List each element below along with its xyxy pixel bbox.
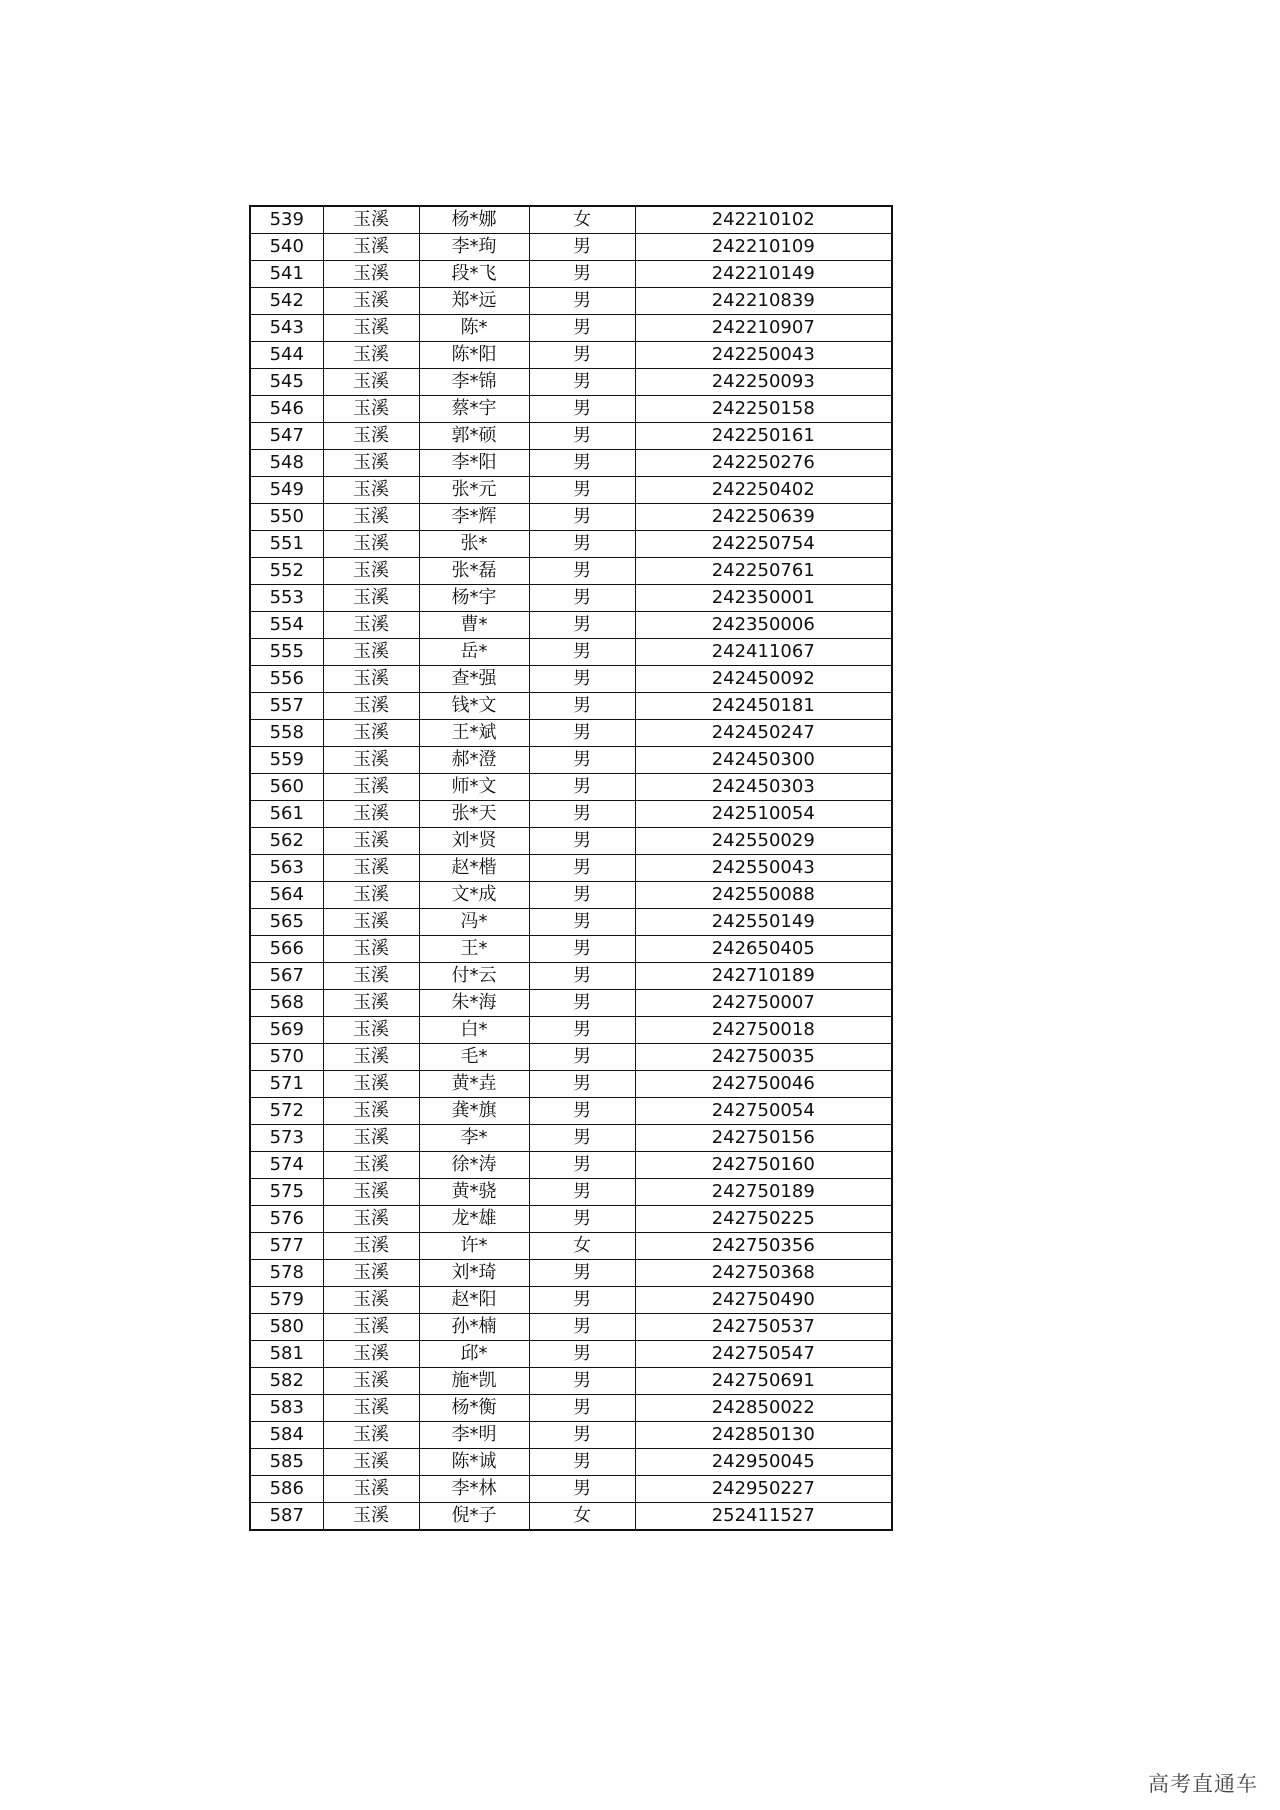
cell-exam-id: 242210149 bbox=[635, 261, 892, 288]
cell-number: 566 bbox=[250, 936, 323, 963]
cell-city: 玉溪 bbox=[323, 261, 419, 288]
cell-gender: 男 bbox=[529, 315, 635, 342]
cell-exam-id: 242450181 bbox=[635, 693, 892, 720]
cell-name: 李*林 bbox=[419, 1476, 529, 1503]
cell-gender: 男 bbox=[529, 1260, 635, 1287]
cell-number: 581 bbox=[250, 1341, 323, 1368]
cell-gender: 女 bbox=[529, 1233, 635, 1260]
cell-number: 585 bbox=[250, 1449, 323, 1476]
cell-gender: 女 bbox=[529, 1503, 635, 1531]
cell-city: 玉溪 bbox=[323, 666, 419, 693]
cell-exam-id: 242210109 bbox=[635, 234, 892, 261]
cell-gender: 男 bbox=[529, 1341, 635, 1368]
cell-number: 580 bbox=[250, 1314, 323, 1341]
cell-city: 玉溪 bbox=[323, 936, 419, 963]
cell-city: 玉溪 bbox=[323, 774, 419, 801]
cell-exam-id: 242350006 bbox=[635, 612, 892, 639]
table-row bbox=[250, 747, 892, 774]
cell-gender: 男 bbox=[529, 720, 635, 747]
cell-gender: 男 bbox=[529, 261, 635, 288]
cell-exam-id: 242550029 bbox=[635, 828, 892, 855]
cell-city: 玉溪 bbox=[323, 855, 419, 882]
cell-gender: 男 bbox=[529, 234, 635, 261]
table-row bbox=[250, 1287, 892, 1314]
table-row bbox=[250, 1314, 892, 1341]
cell-city: 玉溪 bbox=[323, 1044, 419, 1071]
cell-city: 玉溪 bbox=[323, 531, 419, 558]
cell-gender: 男 bbox=[529, 801, 635, 828]
cell-gender: 男 bbox=[529, 1179, 635, 1206]
cell-city: 玉溪 bbox=[323, 206, 419, 234]
cell-city: 玉溪 bbox=[323, 639, 419, 666]
cell-city: 玉溪 bbox=[323, 234, 419, 261]
cell-name: 曹* bbox=[419, 612, 529, 639]
cell-name: 李*阳 bbox=[419, 450, 529, 477]
cell-exam-id: 242750018 bbox=[635, 1017, 892, 1044]
table-row bbox=[250, 693, 892, 720]
table-row bbox=[250, 1044, 892, 1071]
cell-number: 546 bbox=[250, 396, 323, 423]
cell-gender: 男 bbox=[529, 1476, 635, 1503]
cell-exam-id: 242350001 bbox=[635, 585, 892, 612]
cell-gender: 男 bbox=[529, 369, 635, 396]
cell-name: 邱* bbox=[419, 1341, 529, 1368]
cell-gender: 男 bbox=[529, 936, 635, 963]
cell-name: 孙*楠 bbox=[419, 1314, 529, 1341]
table-row bbox=[250, 1341, 892, 1368]
cell-exam-id: 242750035 bbox=[635, 1044, 892, 1071]
cell-exam-id: 242250276 bbox=[635, 450, 892, 477]
cell-number: 541 bbox=[250, 261, 323, 288]
cell-name: 施*凯 bbox=[419, 1368, 529, 1395]
cell-exam-id: 242550149 bbox=[635, 909, 892, 936]
cell-exam-id: 242510054 bbox=[635, 801, 892, 828]
cell-number: 544 bbox=[250, 342, 323, 369]
table-row bbox=[250, 315, 892, 342]
cell-city: 玉溪 bbox=[323, 828, 419, 855]
cell-name: 李*明 bbox=[419, 1422, 529, 1449]
table-row bbox=[250, 558, 892, 585]
cell-number: 586 bbox=[250, 1476, 323, 1503]
cell-exam-id: 242210907 bbox=[635, 315, 892, 342]
cell-number: 587 bbox=[250, 1503, 323, 1531]
cell-number: 560 bbox=[250, 774, 323, 801]
table-row bbox=[250, 288, 892, 315]
cell-number: 552 bbox=[250, 558, 323, 585]
cell-gender: 男 bbox=[529, 1071, 635, 1098]
table-row bbox=[250, 423, 892, 450]
cell-number: 543 bbox=[250, 315, 323, 342]
cell-gender: 男 bbox=[529, 1395, 635, 1422]
cell-exam-id: 242750691 bbox=[635, 1368, 892, 1395]
cell-name: 付*云 bbox=[419, 963, 529, 990]
cell-number: 574 bbox=[250, 1152, 323, 1179]
cell-name: 钱*文 bbox=[419, 693, 529, 720]
cell-city: 玉溪 bbox=[323, 747, 419, 774]
cell-name: 刘*贤 bbox=[419, 828, 529, 855]
cell-name: 朱*海 bbox=[419, 990, 529, 1017]
cell-number: 559 bbox=[250, 747, 323, 774]
cell-exam-id: 242411067 bbox=[635, 639, 892, 666]
cell-name: 杨*宇 bbox=[419, 585, 529, 612]
cell-gender: 男 bbox=[529, 693, 635, 720]
cell-exam-id: 242210102 bbox=[635, 206, 892, 234]
cell-exam-id: 242450092 bbox=[635, 666, 892, 693]
table-row bbox=[250, 828, 892, 855]
cell-gender: 男 bbox=[529, 423, 635, 450]
cell-exam-id: 242250639 bbox=[635, 504, 892, 531]
cell-name: 段*飞 bbox=[419, 261, 529, 288]
cell-city: 玉溪 bbox=[323, 315, 419, 342]
cell-number: 539 bbox=[250, 206, 323, 234]
cell-number: 565 bbox=[250, 909, 323, 936]
cell-city: 玉溪 bbox=[323, 1152, 419, 1179]
cell-exam-id: 242450247 bbox=[635, 720, 892, 747]
cell-gender: 男 bbox=[529, 585, 635, 612]
table-row bbox=[250, 1017, 892, 1044]
cell-city: 玉溪 bbox=[323, 1233, 419, 1260]
cell-exam-id: 252411527 bbox=[635, 1503, 892, 1531]
cell-number: 568 bbox=[250, 990, 323, 1017]
table-row bbox=[250, 477, 892, 504]
cell-name: 李*珣 bbox=[419, 234, 529, 261]
cell-number: 540 bbox=[250, 234, 323, 261]
cell-name: 查*强 bbox=[419, 666, 529, 693]
table-row bbox=[250, 936, 892, 963]
cell-city: 玉溪 bbox=[323, 693, 419, 720]
cell-city: 玉溪 bbox=[323, 1341, 419, 1368]
cell-name: 毛* bbox=[419, 1044, 529, 1071]
cell-number: 567 bbox=[250, 963, 323, 990]
cell-city: 玉溪 bbox=[323, 1125, 419, 1152]
table-row bbox=[250, 504, 892, 531]
cell-gender: 男 bbox=[529, 531, 635, 558]
cell-city: 玉溪 bbox=[323, 342, 419, 369]
table-row bbox=[250, 369, 892, 396]
cell-exam-id: 242450303 bbox=[635, 774, 892, 801]
table-row bbox=[250, 585, 892, 612]
cell-city: 玉溪 bbox=[323, 1098, 419, 1125]
cell-number: 555 bbox=[250, 639, 323, 666]
cell-exam-id: 242950227 bbox=[635, 1476, 892, 1503]
cell-exam-id: 242450300 bbox=[635, 747, 892, 774]
cell-name: 陈* bbox=[419, 315, 529, 342]
cell-gender: 男 bbox=[529, 1449, 635, 1476]
cell-city: 玉溪 bbox=[323, 1314, 419, 1341]
cell-city: 玉溪 bbox=[323, 1422, 419, 1449]
cell-gender: 男 bbox=[529, 504, 635, 531]
cell-number: 571 bbox=[250, 1071, 323, 1098]
cell-number: 563 bbox=[250, 855, 323, 882]
cell-name: 黄*骁 bbox=[419, 1179, 529, 1206]
cell-name: 文*成 bbox=[419, 882, 529, 909]
table-row bbox=[250, 342, 892, 369]
table-row bbox=[250, 990, 892, 1017]
cell-number: 572 bbox=[250, 1098, 323, 1125]
table-row bbox=[250, 1071, 892, 1098]
cell-name: 赵*阳 bbox=[419, 1287, 529, 1314]
table-row bbox=[250, 1206, 892, 1233]
cell-city: 玉溪 bbox=[323, 585, 419, 612]
cell-name: 龚*旗 bbox=[419, 1098, 529, 1125]
cell-name: 杨*衡 bbox=[419, 1395, 529, 1422]
cell-gender: 男 bbox=[529, 1368, 635, 1395]
cell-name: 师*文 bbox=[419, 774, 529, 801]
cell-number: 569 bbox=[250, 1017, 323, 1044]
cell-gender: 男 bbox=[529, 342, 635, 369]
table-row bbox=[250, 612, 892, 639]
cell-gender: 男 bbox=[529, 990, 635, 1017]
cell-gender: 男 bbox=[529, 909, 635, 936]
cell-gender: 男 bbox=[529, 828, 635, 855]
cell-city: 玉溪 bbox=[323, 1476, 419, 1503]
cell-number: 576 bbox=[250, 1206, 323, 1233]
cell-number: 562 bbox=[250, 828, 323, 855]
cell-exam-id: 242950045 bbox=[635, 1449, 892, 1476]
cell-exam-id: 242750007 bbox=[635, 990, 892, 1017]
cell-number: 551 bbox=[250, 531, 323, 558]
table-row bbox=[250, 666, 892, 693]
cell-exam-id: 242750189 bbox=[635, 1179, 892, 1206]
cell-exam-id: 242250161 bbox=[635, 423, 892, 450]
cell-name: 蔡*宇 bbox=[419, 396, 529, 423]
cell-gender: 男 bbox=[529, 639, 635, 666]
cell-gender: 男 bbox=[529, 774, 635, 801]
cell-number: 584 bbox=[250, 1422, 323, 1449]
table-row bbox=[250, 1449, 892, 1476]
cell-name: 李*锦 bbox=[419, 369, 529, 396]
cell-city: 玉溪 bbox=[323, 477, 419, 504]
cell-name: 白* bbox=[419, 1017, 529, 1044]
roster-table bbox=[249, 205, 893, 1531]
cell-exam-id: 242550043 bbox=[635, 855, 892, 882]
cell-name: 郑*远 bbox=[419, 288, 529, 315]
cell-city: 玉溪 bbox=[323, 288, 419, 315]
cell-number: 548 bbox=[250, 450, 323, 477]
cell-number: 561 bbox=[250, 801, 323, 828]
cell-number: 554 bbox=[250, 612, 323, 639]
table-row bbox=[250, 1098, 892, 1125]
cell-exam-id: 242750054 bbox=[635, 1098, 892, 1125]
cell-city: 玉溪 bbox=[323, 369, 419, 396]
cell-city: 玉溪 bbox=[323, 396, 419, 423]
cell-name: 张*元 bbox=[419, 477, 529, 504]
cell-exam-id: 242750490 bbox=[635, 1287, 892, 1314]
cell-city: 玉溪 bbox=[323, 963, 419, 990]
table-row bbox=[250, 1503, 892, 1531]
table-row bbox=[250, 234, 892, 261]
cell-city: 玉溪 bbox=[323, 612, 419, 639]
cell-city: 玉溪 bbox=[323, 1503, 419, 1531]
cell-number: 570 bbox=[250, 1044, 323, 1071]
roster-table-body bbox=[250, 206, 892, 1530]
cell-name: 许* bbox=[419, 1233, 529, 1260]
watermark-text: 高考直通车 bbox=[1148, 1772, 1258, 1796]
cell-exam-id: 242710189 bbox=[635, 963, 892, 990]
cell-name: 刘*琦 bbox=[419, 1260, 529, 1287]
cell-gender: 男 bbox=[529, 450, 635, 477]
cell-exam-id: 242850022 bbox=[635, 1395, 892, 1422]
cell-exam-id: 242550088 bbox=[635, 882, 892, 909]
cell-gender: 男 bbox=[529, 855, 635, 882]
cell-gender: 男 bbox=[529, 477, 635, 504]
cell-exam-id: 242250402 bbox=[635, 477, 892, 504]
cell-city: 玉溪 bbox=[323, 1179, 419, 1206]
cell-number: 547 bbox=[250, 423, 323, 450]
cell-gender: 男 bbox=[529, 396, 635, 423]
cell-name: 张*磊 bbox=[419, 558, 529, 585]
cell-name: 黄*垚 bbox=[419, 1071, 529, 1098]
table-row bbox=[250, 909, 892, 936]
cell-number: 550 bbox=[250, 504, 323, 531]
cell-name: 陈*阳 bbox=[419, 342, 529, 369]
cell-exam-id: 242750547 bbox=[635, 1341, 892, 1368]
cell-name: 张*天 bbox=[419, 801, 529, 828]
cell-exam-id: 242750156 bbox=[635, 1125, 892, 1152]
cell-number: 578 bbox=[250, 1260, 323, 1287]
cell-exam-id: 242750225 bbox=[635, 1206, 892, 1233]
cell-exam-id: 242250158 bbox=[635, 396, 892, 423]
cell-city: 玉溪 bbox=[323, 1260, 419, 1287]
cell-name: 张* bbox=[419, 531, 529, 558]
cell-number: 577 bbox=[250, 1233, 323, 1260]
table-row bbox=[250, 206, 892, 234]
cell-gender: 女 bbox=[529, 206, 635, 234]
table-row bbox=[250, 720, 892, 747]
cell-gender: 男 bbox=[529, 1017, 635, 1044]
cell-name: 陈*诚 bbox=[419, 1449, 529, 1476]
cell-city: 玉溪 bbox=[323, 1287, 419, 1314]
table-row bbox=[250, 855, 892, 882]
cell-exam-id: 242250043 bbox=[635, 342, 892, 369]
table-row bbox=[250, 1152, 892, 1179]
cell-gender: 男 bbox=[529, 1044, 635, 1071]
cell-exam-id: 242250754 bbox=[635, 531, 892, 558]
cell-exam-id: 242750368 bbox=[635, 1260, 892, 1287]
cell-number: 579 bbox=[250, 1287, 323, 1314]
cell-number: 573 bbox=[250, 1125, 323, 1152]
cell-gender: 男 bbox=[529, 1287, 635, 1314]
cell-name: 李*辉 bbox=[419, 504, 529, 531]
cell-city: 玉溪 bbox=[323, 1395, 419, 1422]
cell-exam-id: 242850130 bbox=[635, 1422, 892, 1449]
table-row bbox=[250, 1476, 892, 1503]
table-row bbox=[250, 396, 892, 423]
cell-name: 郭*硕 bbox=[419, 423, 529, 450]
cell-number: 542 bbox=[250, 288, 323, 315]
cell-city: 玉溪 bbox=[323, 882, 419, 909]
table-row bbox=[250, 1422, 892, 1449]
cell-number: 557 bbox=[250, 693, 323, 720]
cell-name: 杨*娜 bbox=[419, 206, 529, 234]
cell-city: 玉溪 bbox=[323, 423, 419, 450]
cell-gender: 男 bbox=[529, 1422, 635, 1449]
cell-gender: 男 bbox=[529, 1152, 635, 1179]
table-row bbox=[250, 531, 892, 558]
cell-exam-id: 242750356 bbox=[635, 1233, 892, 1260]
cell-city: 玉溪 bbox=[323, 504, 419, 531]
cell-number: 582 bbox=[250, 1368, 323, 1395]
cell-number: 564 bbox=[250, 882, 323, 909]
table-row bbox=[250, 801, 892, 828]
cell-name: 龙*雄 bbox=[419, 1206, 529, 1233]
table-row bbox=[250, 639, 892, 666]
cell-name: 李* bbox=[419, 1125, 529, 1152]
table-row bbox=[250, 1125, 892, 1152]
cell-city: 玉溪 bbox=[323, 1449, 419, 1476]
cell-name: 赵*楷 bbox=[419, 855, 529, 882]
cell-city: 玉溪 bbox=[323, 909, 419, 936]
cell-number: 558 bbox=[250, 720, 323, 747]
cell-gender: 男 bbox=[529, 1206, 635, 1233]
cell-exam-id: 242750160 bbox=[635, 1152, 892, 1179]
table-row bbox=[250, 963, 892, 990]
table-row bbox=[250, 774, 892, 801]
table-row bbox=[250, 1233, 892, 1260]
table-row bbox=[250, 1395, 892, 1422]
cell-number: 545 bbox=[250, 369, 323, 396]
cell-name: 王*斌 bbox=[419, 720, 529, 747]
cell-city: 玉溪 bbox=[323, 801, 419, 828]
cell-name: 王* bbox=[419, 936, 529, 963]
cell-city: 玉溪 bbox=[323, 1017, 419, 1044]
cell-city: 玉溪 bbox=[323, 720, 419, 747]
cell-city: 玉溪 bbox=[323, 450, 419, 477]
cell-city: 玉溪 bbox=[323, 1071, 419, 1098]
cell-name: 徐*涛 bbox=[419, 1152, 529, 1179]
cell-gender: 男 bbox=[529, 558, 635, 585]
cell-gender: 男 bbox=[529, 882, 635, 909]
cell-exam-id: 242250761 bbox=[635, 558, 892, 585]
cell-number: 556 bbox=[250, 666, 323, 693]
cell-name: 倪*子 bbox=[419, 1503, 529, 1531]
cell-exam-id: 242750046 bbox=[635, 1071, 892, 1098]
cell-gender: 男 bbox=[529, 288, 635, 315]
cell-gender: 男 bbox=[529, 747, 635, 774]
table-row bbox=[250, 1179, 892, 1206]
table-row bbox=[250, 261, 892, 288]
cell-city: 玉溪 bbox=[323, 1368, 419, 1395]
table-row bbox=[250, 882, 892, 909]
cell-number: 549 bbox=[250, 477, 323, 504]
cell-exam-id: 242250093 bbox=[635, 369, 892, 396]
cell-gender: 男 bbox=[529, 1098, 635, 1125]
cell-city: 玉溪 bbox=[323, 1206, 419, 1233]
cell-gender: 男 bbox=[529, 963, 635, 990]
cell-city: 玉溪 bbox=[323, 990, 419, 1017]
cell-name: 冯* bbox=[419, 909, 529, 936]
cell-exam-id: 242750537 bbox=[635, 1314, 892, 1341]
cell-name: 郝*澄 bbox=[419, 747, 529, 774]
cell-exam-id: 242210839 bbox=[635, 288, 892, 315]
cell-gender: 男 bbox=[529, 612, 635, 639]
cell-number: 575 bbox=[250, 1179, 323, 1206]
cell-gender: 男 bbox=[529, 1314, 635, 1341]
cell-number: 583 bbox=[250, 1395, 323, 1422]
cell-gender: 男 bbox=[529, 666, 635, 693]
table-row bbox=[250, 1260, 892, 1287]
cell-gender: 男 bbox=[529, 1125, 635, 1152]
table-row bbox=[250, 1368, 892, 1395]
cell-city: 玉溪 bbox=[323, 558, 419, 585]
cell-exam-id: 242650405 bbox=[635, 936, 892, 963]
cell-number: 553 bbox=[250, 585, 323, 612]
table-row bbox=[250, 450, 892, 477]
cell-name: 岳* bbox=[419, 639, 529, 666]
